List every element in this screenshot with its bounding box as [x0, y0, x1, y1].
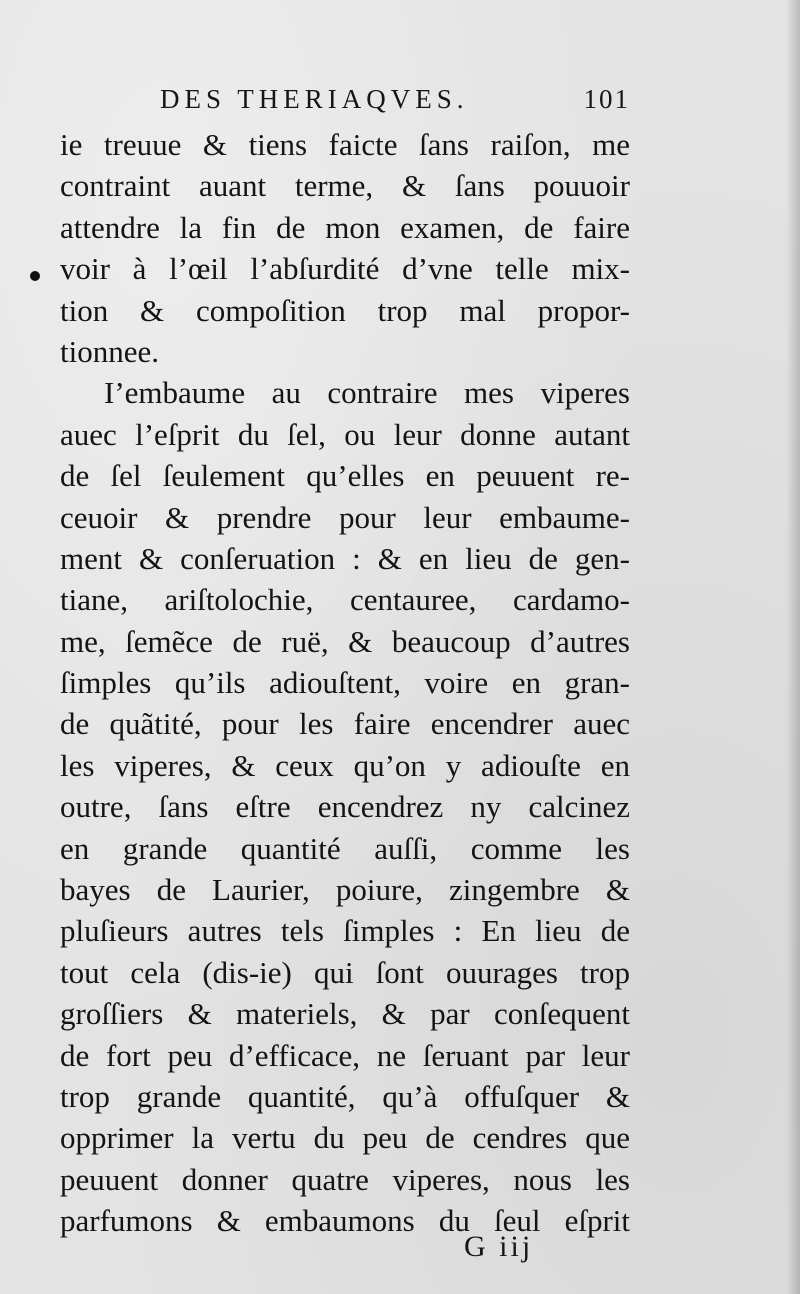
running-head: [160, 84, 630, 124]
text-line: peuuent donner quatre viperes, nous les: [60, 1161, 630, 1197]
text-line: ſimples qu’ils adiouſtent, voire en gran-: [60, 665, 630, 701]
text-line: de quãtité, pour les faire encendrer auec: [60, 706, 630, 742]
text-line: outre, ſans eſtre encendrez ny calcinez: [60, 789, 630, 825]
text-line: tionnee.: [60, 333, 159, 369]
margin-mark: [30, 271, 40, 281]
text-line: me, ſemẽce de ruë, & beaucoup d’autres: [60, 623, 630, 659]
signature-mark: G iij: [464, 1230, 534, 1263]
text-line: bayes de Laurier, poiure, zingembre &: [60, 872, 630, 908]
text-line: attendre la fin de mon examen, de faire: [60, 209, 630, 245]
text-line: tiane, ariſtolochie, centauree, cardamo-: [60, 582, 630, 618]
text-line: voir à l’œil l’abſurdité d’vne telle mix-: [60, 251, 630, 287]
text-line: en grande quantité auſſi, comme les: [60, 830, 630, 866]
paragraph-start-line: I’embaume au contraire mes viperes: [104, 375, 630, 411]
text-line: pluſieurs autres tels ſimples : En lieu de: [60, 913, 630, 949]
text-line: tion & compoſition trop mal propor-: [60, 292, 630, 328]
text-block: [60, 124, 630, 1242]
text-line: parfumons & embaumons du ſeul eſprit: [60, 1203, 630, 1239]
page-edge-shadow: [786, 0, 800, 1294]
text-line: ment & conſeruation : & en lieu de gen-: [60, 540, 630, 576]
text-line: tout cela (dis-ie) qui ſont ouurages trop: [60, 954, 630, 990]
text-line: opprimer la vertu du peu de cendres que: [60, 1120, 630, 1156]
text-line: trop grande quantité, qu’à offuſquer &: [60, 1078, 630, 1114]
text-line: de ſel ſeulement qu’elles en peuuent re-: [60, 458, 630, 494]
running-title: DES THERIAQVES.: [160, 84, 469, 114]
text-line: ie treuue & tiens faicte ſans raiſon, me: [60, 127, 630, 162]
text-line: ceuoir & prendre pour leur embaume-: [60, 499, 630, 535]
page-number: 101: [583, 84, 630, 114]
text-line: contraint auant terme, & ſans pouuoir: [60, 168, 630, 204]
text-line: de fort peu d’efficace, ne ſeruant par leur: [60, 1037, 630, 1073]
text-line: les viperes, & ceux qu’on y adiouſte en: [60, 747, 630, 783]
text-line: groſſiers & materiels, & par conſequent: [60, 996, 630, 1032]
text-line: auec l’eſprit du ſel, ou leur donne autant: [60, 416, 630, 452]
